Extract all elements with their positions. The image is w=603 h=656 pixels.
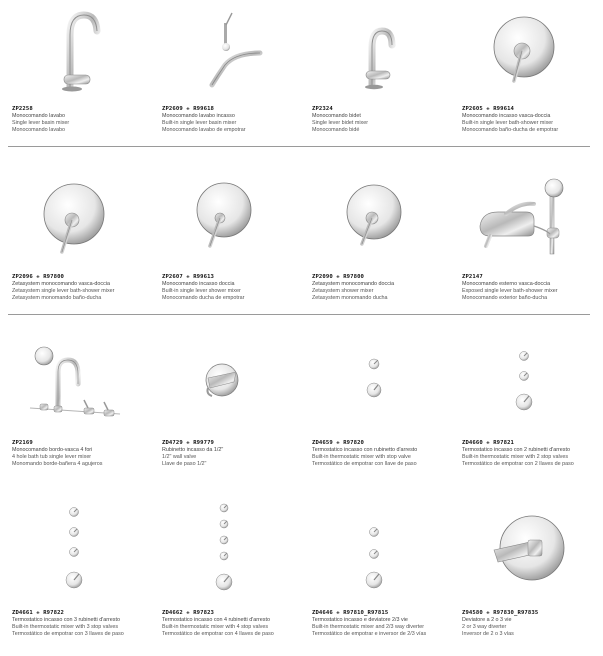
product-item <box>0 338 148 486</box>
product-name-italian: Termostatico incasso e deviatore 2/3 vie <box>312 617 408 623</box>
product-name-english: 1/2" wall valve <box>162 454 197 460</box>
product-item <box>450 172 598 320</box>
product-name-english: Zetasystem single lever bath-shower mixer <box>12 288 115 294</box>
product-name-english: Built-in thermostatic mixer and 2/3 way diverter <box>312 624 425 630</box>
exposed-bath-shower-icon <box>450 172 598 267</box>
wall-spout-icon <box>150 5 298 100</box>
thermostatic-4-icon <box>0 496 148 606</box>
product-name-italian: Rubinetto incasso da 1/2" <box>162 447 224 453</box>
round-plate-lever-icon <box>150 172 298 267</box>
product-item <box>150 0 298 148</box>
round-plate-lever-icon <box>300 172 448 267</box>
product-item <box>450 496 598 656</box>
product-name-italian: Monocomando incasso vasca-doccia <box>462 113 551 119</box>
product-item <box>150 496 298 656</box>
product-name-spanish: Zetasystem monomando baño-ducha <box>12 295 102 301</box>
product-code: ZP2607 + R99613 <box>162 274 215 280</box>
thermostatic-3-icon <box>450 338 598 433</box>
product-name-spanish: Zetasystem monomando ducha <box>312 295 388 301</box>
row-divider <box>8 146 590 147</box>
product-name-english: Exposed single lever bath-shower mixer <box>462 288 558 294</box>
product-name-english: Built-in single lever bath-shower mixer <box>462 120 554 126</box>
product-code: ZD4660 + R97821 <box>462 440 515 446</box>
basin-mixer-tall-icon <box>0 5 148 100</box>
product-name-english: Zetasystem shower mixer <box>312 288 374 294</box>
product-name-english: Single lever basin mixer <box>12 120 70 126</box>
product-name-italian: Monocomando lavabo incasso <box>162 113 235 119</box>
product-code: ZD4659 + R97820 <box>312 440 365 446</box>
product-name-italian: Termostatico incasso con rubinetto d'arresto <box>312 447 418 453</box>
product-name-spanish: Monomando borde-bañera 4 agujeros <box>12 461 103 467</box>
product-name-italian: Monocomando lavabo <box>12 113 66 119</box>
product-name-english: Built-in thermostatic mixer with 2 stop valves <box>462 454 569 460</box>
product-name-spanish: Monocomando bidé <box>312 127 360 133</box>
product-name-italian: Termostatico incasso con 2 rubinetti d'arresto <box>462 447 570 453</box>
product-code: ZD4662 + R97823 <box>162 610 215 616</box>
product-name-english: 2 or 3 way diverter <box>462 624 507 630</box>
product-name-italian: Monocomando bidet <box>312 113 361 119</box>
product-item <box>300 496 448 656</box>
product-name-italian: Zetasystem monocomando doccia <box>312 281 395 287</box>
product-name-english: 4 hole bath tub single lever mixer <box>12 454 92 460</box>
product-name-english: Built-in thermostatic mixer with stop valve <box>312 454 411 460</box>
product-name-italian: Deviatore a 2 o 3 vie <box>462 617 512 623</box>
product-name-italian: Monocomando incasso doccia <box>162 281 235 287</box>
product-name-spanish: Monocomando lavabo de empotrar <box>162 127 246 133</box>
product-name-spanish: Termostático de empotrar con 4 llaves de paso <box>162 631 274 637</box>
product-name-spanish: Inversor de 2 o 3 vías <box>462 631 514 637</box>
product-code: ZP2324 <box>312 106 333 112</box>
product-item <box>0 172 148 320</box>
product-name-english: Built-in single lever basin mixer <box>162 120 237 126</box>
product-code: ZP2147 <box>462 274 483 280</box>
product-name-italian: Termostatico incasso con 4 rubinetti d'arresto <box>162 617 270 623</box>
thermostatic-5-icon <box>150 496 298 606</box>
product-code: ZP2169 <box>12 440 33 446</box>
product-name-italian: Monocomando bordo-vasca 4 fori <box>12 447 93 453</box>
product-name-italian: Termostatico incasso con 3 rubinetti d'arresto <box>12 617 120 623</box>
product-name-english: Built-in thermostatic mixer with 4 stop valves <box>162 624 269 630</box>
thermostatic-2-icon <box>300 338 448 433</box>
product-name-spanish: Termostático de empotrar con 3 llaves de paso <box>12 631 124 637</box>
product-item <box>300 0 448 148</box>
round-plate-lever-icon <box>450 5 598 100</box>
product-item <box>300 338 448 486</box>
bidet-mixer-icon <box>300 5 448 100</box>
wall-valve-icon <box>150 338 298 433</box>
product-code: Z94580 + R97830_R97835 <box>462 610 539 616</box>
product-item <box>450 338 598 486</box>
product-name-english: Built-in single lever shower mixer <box>162 288 241 294</box>
product-name-spanish: Monocomando baño-ducha de empotrar <box>462 127 559 133</box>
product-code: ZP2258 <box>12 106 33 112</box>
round-plate-lever-icon <box>0 172 148 267</box>
product-code: ZD4661 + R97822 <box>12 610 65 616</box>
product-item <box>0 496 148 656</box>
product-code: ZP2090 + R97800 <box>312 274 365 280</box>
product-name-spanish: Termostático de empotrar con 2 llaves de paso <box>462 461 574 467</box>
product-code: ZP2605 + R99614 <box>462 106 515 112</box>
product-name-spanish: Monocomando lavabo <box>12 127 66 133</box>
product-name-italian: Monocomando esterno vasca-doccia <box>462 281 551 287</box>
row-divider <box>8 314 590 315</box>
product-item <box>150 172 298 320</box>
product-code: ZP2609 + R99618 <box>162 106 215 112</box>
deck-mounted-bath-icon <box>0 338 148 433</box>
product-name-spanish: Llave de paso 1/2" <box>162 461 207 467</box>
product-code: ZD4729 + R99779 <box>162 440 215 446</box>
product-item <box>0 0 148 148</box>
product-name-spanish: Monocomando ducha de empotrar <box>162 295 245 301</box>
product-item <box>150 338 298 486</box>
product-name-spanish: Monocomando exterior baño-ducha <box>462 295 548 301</box>
product-name-english: Built-in thermostatic mixer with 3 stop valves <box>12 624 119 630</box>
product-code: ZD4646 + R97810_R97815 <box>312 610 389 616</box>
product-item <box>450 0 598 148</box>
product-name-english: Single lever bidet mixer <box>312 120 369 126</box>
product-name-spanish: Termostático de empotrar con llave de paso <box>312 461 417 467</box>
product-code: ZP2096 + R97800 <box>12 274 65 280</box>
product-item <box>300 172 448 320</box>
product-name-spanish: Termostático de empotrar e inversor de 2/3 vías <box>312 631 427 637</box>
product-name-italian: Zetasystem monocomando vasca-doccia <box>12 281 110 287</box>
diverter-plate-icon <box>450 496 598 606</box>
thermostatic-diverter-icon <box>300 496 448 606</box>
